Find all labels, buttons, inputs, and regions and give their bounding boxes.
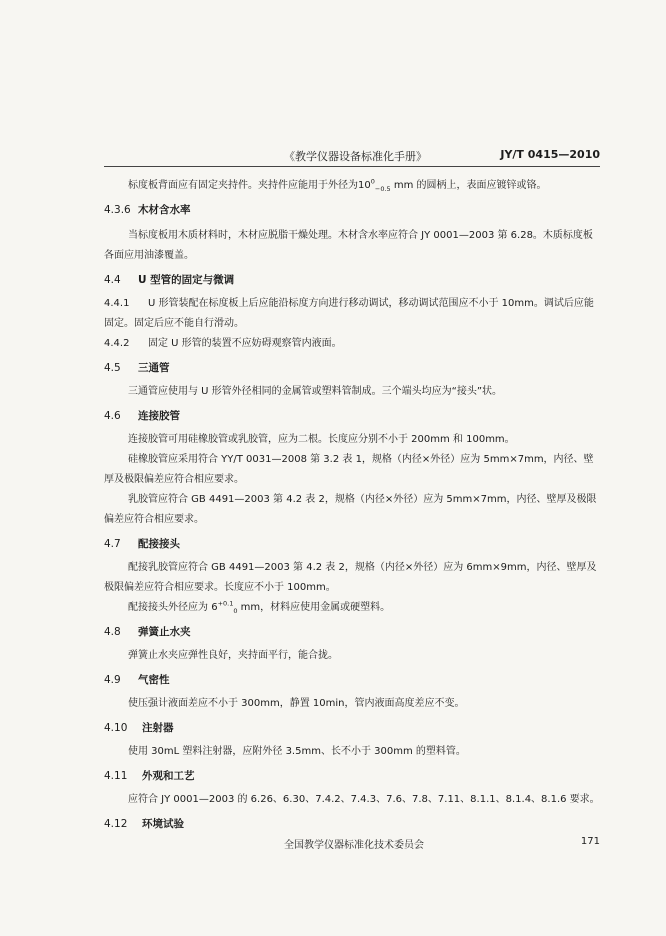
section-heading: 4.9 气密性 xyxy=(104,674,170,686)
handbook-title: 《教学仪器设备标准化手册》 xyxy=(284,150,427,163)
section-text: 连接胶管可用硅橡胶管或乳胶管，应为二根。长度应分别不小于 200mm 和 100mm。 xyxy=(128,434,515,445)
section-heading: 4.4 U 型管的固定与微调 xyxy=(104,274,235,286)
section-text: 使压强计液面差应不小于 300mm，静置 10min，管内液面高度差应不变。 xyxy=(128,698,465,709)
section-heading: 4.12 环境试验 xyxy=(104,818,184,830)
section-text: 4.4.2 固定 U 形管的装置不应妨碍观察管内液面。 xyxy=(104,338,342,349)
section-text: 当标度板用木质材料时，木材应脱脂干燥处理。木材含水率应符合 JY 0001—2003 第 6.28。木质标度板各面应用油漆覆盖。 xyxy=(104,230,593,261)
section-heading: 4.7 配接接头 xyxy=(104,538,180,550)
section-text: 4.4.1 U 形管装配在标度板上后应能沿标度方向进行移动调试，移动调试范围应不小于 10mm。调试后应能固定。固定后应不能自行滑动。 xyxy=(104,298,594,329)
page-header xyxy=(104,146,600,167)
section-text: 配接接头外径应为 $6^{+0.1}_0$ mm，材料应使用金属或硬塑料。 xyxy=(128,599,391,615)
section-text: 使用 30mL 塑料注射器，应附外径 3.5mm、长不小于 300mm 的塑料管。 xyxy=(128,746,466,757)
section-heading: 4.3.6 木材含水率 xyxy=(104,204,191,216)
section-text: 配接乳胶管应符合 GB 4491—2003 第 4.2 表 2，规格（内径×外径）应为 6mm×9mm，内径、壁厚及极限偏差应符合相应要求。长度应不小于 100mm。 xyxy=(104,562,597,593)
section-text: 硅橡胶管应采用符合 YY/T 0031—2008 第 3.2 表 1，规格（内径×外径）应为 5mm×7mm，内径、壁厚及极限偏差应符合相应要求。 xyxy=(104,454,594,485)
standard-code: JY/T 0415—2010 xyxy=(500,148,600,161)
section-heading: 4.10 注射器 xyxy=(104,722,174,734)
section-heading: 4.5 三通管 xyxy=(104,362,170,374)
section-heading: 4.8 弹簧止水夹 xyxy=(104,626,191,638)
section-text: 弹簧止水夹应弹性良好，夹持面平行，能合拢。 xyxy=(128,650,338,661)
section-text: 三通管应使用与 U 形管外径相同的金属管或塑料管制成。三个端头均应为“接头”状。 xyxy=(128,386,503,397)
section-text: 应符合 JY 0001—2003 的 6.26、6.30、7.4.2、7.4.3、7.6、7.8、7.11、8.1.1、8.1.4、8.1.6 要求。 xyxy=(128,794,600,805)
section-text: 乳胶管应符合 GB 4491—2003 第 4.2 表 2，规格（内径×外径）应为 5mm×7mm，内径、壁厚及极限偏差应符合相应要求。 xyxy=(104,494,597,525)
paragraph-clamp: 标度板背面应有固定夹持件。夹持件应能用于外径为$10^0_{-0.5}$ mm 的圆柄上，表面应镀锌或铬。 xyxy=(128,177,547,193)
page-content xyxy=(104,176,600,832)
section-heading: 4.11 外观和工艺 xyxy=(104,770,195,782)
page-footer xyxy=(104,836,600,852)
section-heading: 4.6 连接胶管 xyxy=(104,410,180,422)
page-number: 171 xyxy=(580,836,600,847)
committee-name: 全国教学仪器标准化技术委员会 xyxy=(284,840,424,851)
